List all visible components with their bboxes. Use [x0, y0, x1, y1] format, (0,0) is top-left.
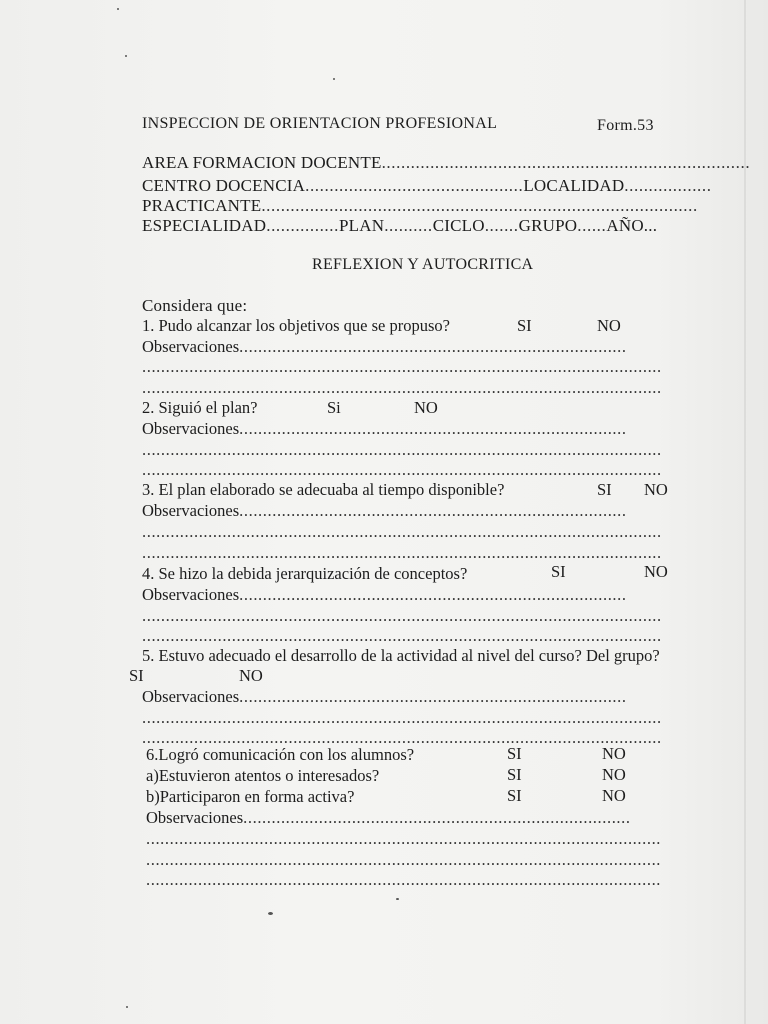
- observaciones-label: Observaciones: [142, 419, 240, 438]
- question-1-observaciones: [142, 339, 627, 356]
- observaciones-label: Observaciones: [142, 585, 240, 604]
- scan-speck: [396, 898, 399, 900]
- observaciones-fill-line[interactable]: .............................................................................................................: [146, 829, 662, 848]
- observaciones-label: Observaciones: [146, 808, 244, 827]
- question-6b-yes[interactable]: SI: [507, 786, 522, 805]
- observaciones-label: Observaciones: [142, 501, 240, 520]
- question-6b: b)Participaron en forma activa?: [146, 787, 355, 806]
- question-2-observaciones: [142, 421, 627, 438]
- question-1-no[interactable]: NO: [597, 316, 621, 335]
- question-4-yes[interactable]: SI: [551, 562, 566, 581]
- grupo-label: GRUPO: [518, 216, 578, 235]
- observaciones-fill-line[interactable]: ..............................................................................................................: [142, 606, 662, 625]
- observaciones-fill-line[interactable]: ..............................................................................................................: [142, 357, 662, 376]
- question-5-no[interactable]: NO: [239, 666, 263, 685]
- observaciones-fill-line[interactable]: ..............................................................................................................: [142, 378, 662, 397]
- especialidad-fill-line[interactable]: ...............: [266, 216, 339, 235]
- ciclo-fill-line[interactable]: .......: [484, 216, 519, 235]
- plan-fill-line[interactable]: ..........: [384, 216, 433, 235]
- question-3-observaciones: [142, 503, 627, 520]
- question-6a-no[interactable]: NO: [602, 765, 626, 784]
- observaciones-fill-line[interactable]: ..............................................................................................................: [142, 728, 662, 747]
- centro-label: CENTRO DOCENCIA: [142, 176, 306, 195]
- question-2-yes[interactable]: Si: [327, 398, 341, 417]
- plan-label: PLAN: [338, 216, 385, 235]
- question-3: 3. El plan elaborado se adecuaba al tiempo disponible?: [142, 480, 505, 499]
- observaciones-fill-line[interactable]: ..............................................................................................................: [142, 543, 662, 562]
- form-title: INSPECCION DE ORIENTACION PROFESIONAL: [142, 115, 498, 132]
- area-fill-line[interactable]: ............................................................................: [381, 153, 751, 172]
- question-6-no[interactable]: NO: [602, 744, 626, 763]
- especialidad-field: [142, 217, 657, 234]
- scan-speck: [126, 1006, 128, 1008]
- observaciones-fill-line[interactable]: ..............................................................................................................: [142, 440, 662, 459]
- question-6: 6.Logró comunicación con los alumnos?: [146, 745, 415, 764]
- question-3-no[interactable]: NO: [644, 480, 668, 499]
- observaciones-fill-line[interactable]: ..............................................................................................................: [142, 460, 662, 479]
- question-2-no[interactable]: NO: [414, 398, 438, 417]
- question-6b-no[interactable]: NO: [602, 786, 626, 805]
- observaciones-fill-line[interactable]: ..................................................................................: [239, 501, 627, 520]
- observaciones-fill-line[interactable]: ..................................................................................: [243, 808, 631, 827]
- form-number: Form.53: [597, 117, 654, 134]
- practicante-field: [142, 197, 698, 214]
- localidad-fill-line[interactable]: ..................: [624, 176, 712, 195]
- scan-speck: [125, 55, 127, 57]
- area-field: [142, 154, 750, 171]
- observaciones-label: Observaciones: [142, 687, 240, 706]
- observaciones-fill-line[interactable]: ..................................................................................: [239, 419, 627, 438]
- question-3-yes[interactable]: SI: [597, 480, 612, 499]
- observaciones-fill-line[interactable]: ..............................................................................................................: [142, 626, 662, 645]
- observaciones-fill-line[interactable]: ..................................................................................: [239, 585, 627, 604]
- observaciones-fill-line[interactable]: ..................................................................................: [239, 687, 627, 706]
- practicante-label: PRACTICANTE: [142, 196, 262, 215]
- scan-speck: [117, 8, 119, 10]
- localidad-label: LOCALIDAD: [523, 176, 625, 195]
- centro-field: [142, 177, 712, 194]
- question-4-no[interactable]: NO: [644, 562, 668, 581]
- question-5-observaciones: [142, 689, 627, 706]
- question-5-yes[interactable]: SI: [129, 666, 144, 685]
- observaciones-fill-line[interactable]: .............................................................................................................: [146, 850, 662, 869]
- question-6a-yes[interactable]: SI: [507, 765, 522, 784]
- scan-speck: [268, 912, 273, 915]
- anio-label: AÑO...: [606, 216, 658, 235]
- observaciones-fill-line[interactable]: .............................................................................................................: [146, 870, 662, 889]
- question-6-yes[interactable]: SI: [507, 744, 522, 763]
- area-label: AREA FORMACION DOCENTE: [142, 153, 382, 172]
- question-6a: a)Estuvieron atentos o interesados?: [146, 766, 380, 785]
- observaciones-label: Observaciones: [142, 337, 240, 356]
- observaciones-fill-line[interactable]: ..............................................................................................................: [142, 708, 662, 727]
- question-5: 5. Estuvo adecuado el desarrollo de la actividad al nivel del curso? Del grupo?: [142, 646, 660, 665]
- intro-text: Considera que:: [142, 296, 248, 315]
- question-2: 2. Siguió el plan?: [142, 398, 258, 417]
- question-1-yes[interactable]: SI: [517, 316, 532, 335]
- practicante-fill-line[interactable]: ..........................................................................................: [261, 196, 698, 215]
- section-title: REFLEXION Y AUTOCRITICA: [312, 256, 534, 273]
- ciclo-label: CICLO: [432, 216, 485, 235]
- question-1: 1. Pudo alcanzar los objetivos que se propuso?: [142, 316, 450, 335]
- question-6-observaciones: [146, 810, 631, 827]
- observaciones-fill-line[interactable]: ..................................................................................: [239, 337, 627, 356]
- question-4: 4. Se hizo la debida jerarquización de conceptos?: [142, 564, 468, 583]
- observaciones-fill-line[interactable]: ..............................................................................................................: [142, 522, 662, 541]
- centro-fill-line[interactable]: .............................................: [305, 176, 524, 195]
- question-4-observaciones: [142, 587, 627, 604]
- especialidad-label: ESPECIALIDAD: [142, 216, 267, 235]
- scan-speck: [333, 78, 335, 80]
- grupo-fill-line[interactable]: ......: [577, 216, 607, 235]
